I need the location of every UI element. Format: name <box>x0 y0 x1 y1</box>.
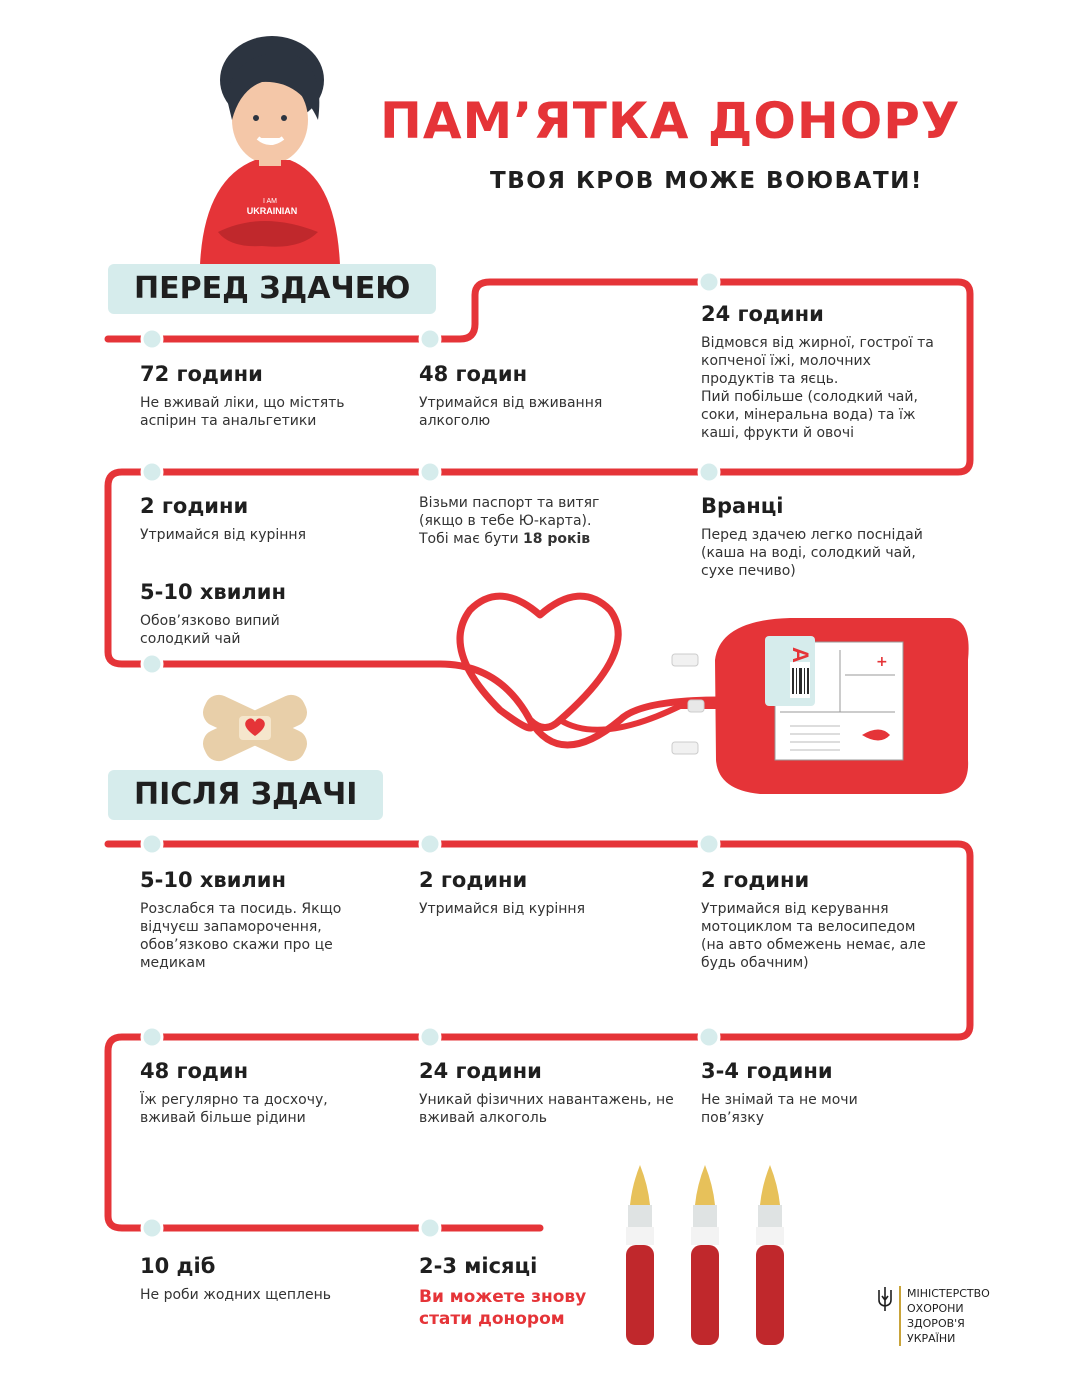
before-step-5-10min <box>140 580 340 648</box>
step-time: 5-10 хвилин <box>140 868 287 892</box>
page-subtitle: ТВОЯ КРОВ МОЖЕ ВОЮВАТИ! <box>490 168 923 194</box>
svg-text:+: + <box>876 654 888 670</box>
after-step-2h-driving <box>701 868 941 972</box>
ministry-line: ЗДОРОВ'Я <box>907 1317 965 1330</box>
step-text-age <box>419 530 629 548</box>
step-text: Не роби жодних щеплень <box>140 1287 331 1303</box>
step-text: Візьми паспорт та витяг (якщо в тебе Ю-карта). <box>419 495 600 529</box>
before-step-2h <box>140 494 390 544</box>
after-section-label: ПІСЛЯ ЗДАЧІ <box>108 770 383 820</box>
step-time: 2 години <box>419 868 528 892</box>
step-text: Не вживай ліки, що містять аспірин та анальгетики <box>140 395 345 429</box>
age-prefix: Тобі має бути <box>419 531 519 547</box>
blood-group-letter: A <box>788 647 813 663</box>
ministry-line: ОХОРОНИ <box>907 1302 964 1315</box>
step-text: Утримайся від куріння <box>419 901 585 917</box>
after-step-48h <box>140 1059 370 1127</box>
step-text: Ви можете знову стати донором <box>419 1287 587 1329</box>
ministry-line: МІНІСТЕРСТВО <box>907 1287 990 1300</box>
step-text: Розслабся та посидь. Якщо відчуєш запаморочення, обов’язково скажи про це медикам <box>140 901 342 971</box>
bandage-illustration <box>198 690 311 765</box>
step-time: 48 годин <box>140 1059 249 1083</box>
step-text: Утримайся від керування мотоциклом та велосипедом (на авто обмежень немає, але будь обачним) <box>701 901 926 971</box>
step-time: 2 години <box>140 494 249 518</box>
ministry-line: УКРАЇНИ <box>907 1332 956 1345</box>
after-step-5-10min <box>140 868 390 972</box>
shirt-text-2: UKRAINIAN <box>246 206 298 216</box>
after-step-3-4h <box>701 1059 901 1127</box>
step-text: Утримайся від куріння <box>140 527 306 543</box>
step-text: Їж регулярно та досхочу, вживай більше рідини <box>140 1092 328 1126</box>
before-step-72h <box>140 362 390 430</box>
after-step-2-3-months <box>419 1254 609 1330</box>
before-step-morning <box>701 494 951 580</box>
step-time: 24 години <box>701 302 824 326</box>
shirt-text-1: I AM <box>262 198 278 205</box>
step-text: Відмовся від жирної, гострої та копченої їжі, молочних продуктів та яєць. <box>701 335 934 387</box>
after-step-2h-smoking <box>419 868 659 918</box>
trident-icon <box>877 1286 893 1312</box>
step-text: Обов’язково випий солодкий чай <box>140 613 280 647</box>
mascot-illustration <box>200 36 340 265</box>
after-step-10-days <box>140 1254 390 1304</box>
step-time: 2-3 місяці <box>419 1254 538 1278</box>
step-time: 2 години <box>701 868 810 892</box>
step-text: Утримайся від вживання алкоголю <box>419 395 603 429</box>
heart-tube <box>440 596 720 745</box>
before-step-passport <box>419 494 629 548</box>
step-time: 72 години <box>140 362 263 386</box>
age-requirement: 18 років <box>523 531 591 547</box>
step-time: 10 діб <box>140 1254 216 1278</box>
step-text: Перед здачею легко поснідай (каша на воді, солодкий чай, сухе печиво) <box>701 527 923 579</box>
step-time: Вранці <box>701 494 784 518</box>
step-text-2: Пий побільше (солодкий чай, соки, мінеральна вода) та їж каші, фрукти й овочі <box>701 389 918 441</box>
step-text: Уникай фізичних навантажень, не вживай алкоголь <box>419 1092 674 1126</box>
step-time: 5-10 хвилин <box>140 580 287 604</box>
before-step-24h <box>701 302 941 442</box>
step-text: Не знімай та не мочи пов’язку <box>701 1092 858 1126</box>
page-title: ПАМ’ЯТКА ДОНОРУ <box>380 92 961 150</box>
blood-vials-illustration <box>626 1165 784 1345</box>
blood-bag-illustration <box>672 618 969 794</box>
before-step-48h <box>419 362 639 430</box>
after-step-24h <box>419 1059 679 1127</box>
step-time: 24 години <box>419 1059 542 1083</box>
before-section-label: ПЕРЕД ЗДАЧЕЮ <box>108 264 436 314</box>
step-time: 48 годин <box>419 362 528 386</box>
ministry-logo <box>877 1286 997 1346</box>
ministry-name <box>899 1286 997 1346</box>
step-time: 3-4 години <box>701 1059 833 1083</box>
